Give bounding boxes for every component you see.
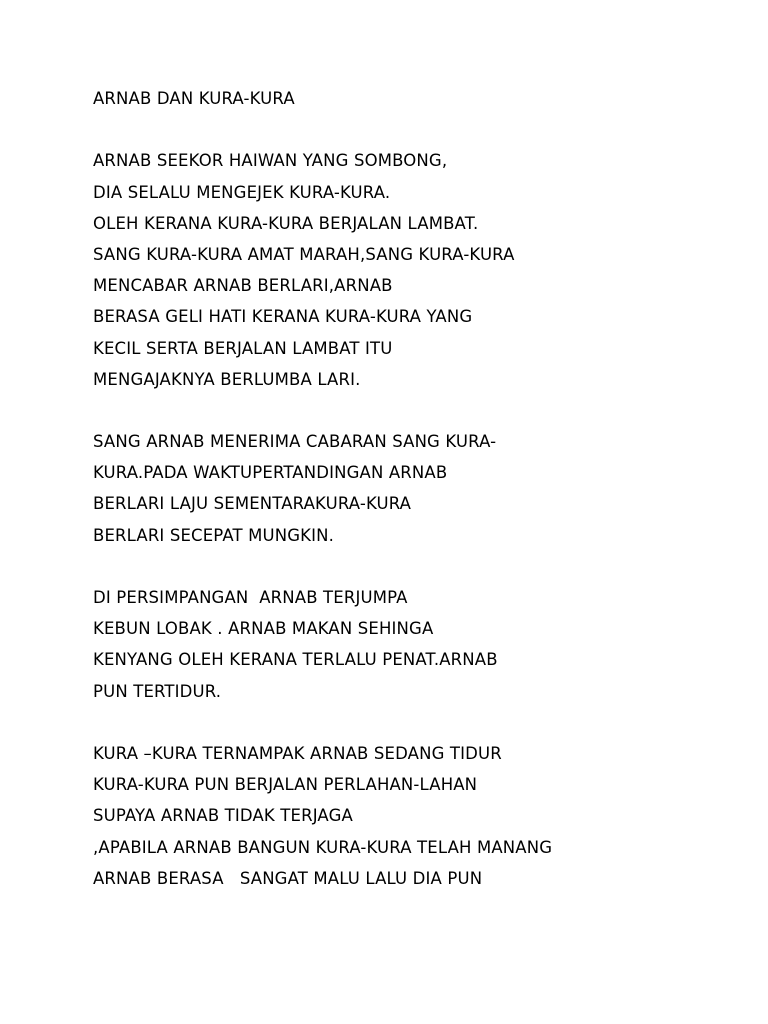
paragraph-4-line-4: ,APABILA ARNAB BANGUN KURA-KURA TELAH MANANG [93, 837, 553, 857]
paragraph-2-line-3: BERLARI LAJU SEMENTARAKURA-KURA [93, 494, 412, 514]
document-title: ARNAB DAN KURA-KURA [93, 89, 295, 108]
paragraph-2-line-2: KURA.PADA WAKTUPERTANDINGAN ARNAB [93, 463, 448, 483]
paragraph-1-line-6: BERASA GELI HATI KERANA KURA-KURA YANG [93, 307, 473, 327]
paragraph-2-line-4: BERLARI SECEPAT MUNGKIN. [93, 525, 335, 545]
paragraph-gap [93, 395, 733, 426]
paragraph-3-line-1: DI PERSIMPANGAN ARNAB TERJUMPA [93, 588, 408, 607]
document-body [93, 83, 733, 894]
paragraph-gap [93, 114, 733, 145]
paragraph-1-line-5: MENCABAR ARNAB BERLARI,ARNAB [93, 276, 393, 296]
paragraph-4-line-2: KURA-KURA PUN BERJALAN PERLAHAN-LAHAN [93, 775, 478, 795]
paragraph-1-line-8: MENGAJAKNYA BERLUMBA LARI. [93, 369, 361, 389]
paragraph-3-line-4: PUN TERTIDUR. [93, 681, 222, 701]
paragraph-gap [93, 707, 733, 738]
paragraph-1-line-1: ARNAB SEEKOR HAIWAN YANG SOMBONG, [93, 151, 448, 171]
paragraph-1-line-4: SANG KURA-KURA AMAT MARAH,SANG KURA-KURA [93, 244, 515, 264]
paragraph-1-line-7: KECIL SERTA BERJALAN LAMBAT ITU [93, 338, 393, 358]
paragraph-3-line-3: KENYANG OLEH KERANA TERLALU PENAT.ARNAB [93, 650, 498, 670]
paragraph-1-line-3: OLEH KERANA KURA-KURA BERJALAN LAMBAT. [93, 213, 479, 233]
paragraph-3-line-2: KEBUN LOBAK . ARNAB MAKAN SEHINGA [93, 619, 434, 639]
paragraph-2-line-1: SANG ARNAB MENERIMA CABARAN SANG KURA- [93, 432, 497, 452]
paragraph-1-line-2: DIA SELALU MENGEJEK KURA-KURA. [93, 182, 391, 202]
paragraph-gap [93, 551, 733, 582]
paragraph-4-line-1: KURA –KURA TERNAMPAK ARNAB SEDANG TIDUR [93, 743, 502, 763]
paragraph-4-line-5: ARNAB BERASA SANGAT MALU LALU DIA PUN [93, 868, 483, 888]
paragraph-4-line-3: SUPAYA ARNAB TIDAK TERJAGA [93, 806, 353, 826]
